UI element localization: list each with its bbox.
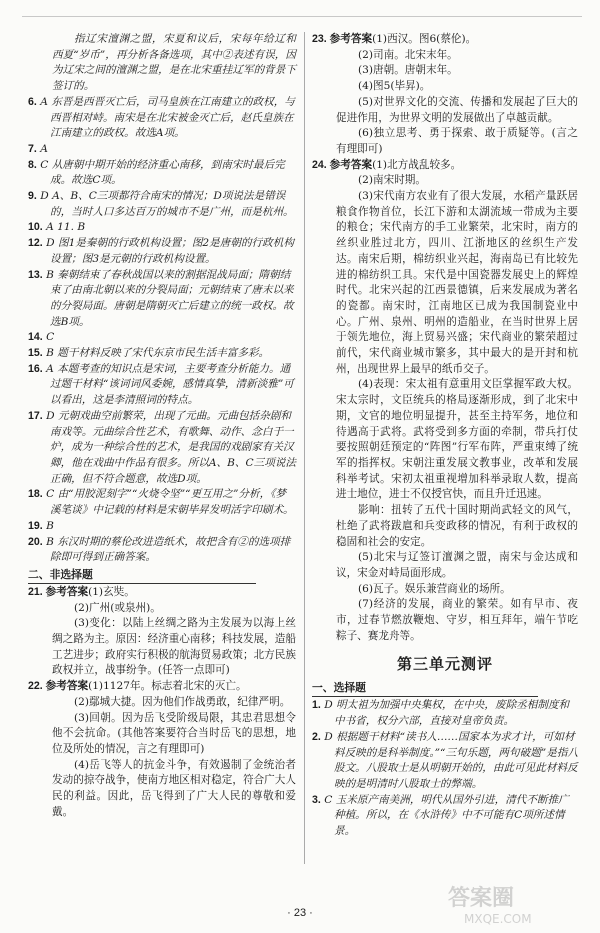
answer-line <box>28 679 296 695</box>
question-number: 23. <box>312 33 327 45</box>
answer-line: (4)图5(毕昇)。 <box>358 80 431 93</box>
answer-text: A 本题考查的知识点是宋词，主要考查分析能力。通过题干材料“该词词风委婉，感情真挚，清新淡雅”可以看出，这是李清照词的特点。 <box>46 362 294 407</box>
answer-number: 3. <box>312 793 321 806</box>
answer-line: (5)对世界文化的交流、传播和发展起了巨大的促进作用，为世界文明的发展做出了卓越贡献。 <box>336 95 578 124</box>
answer-item <box>312 793 578 840</box>
answer-text: (1)1127年。标志着北宋的灭亡。 <box>88 680 247 693</box>
answer-line: (4)表现：宋太祖有意重用文臣掌握军政大权。宋太宗时，文臣统兵的格局逐渐形成，到了北宋中期，文官的地位明显提升，甚至主持军务，地位和待遇高于武将。武将受到多方面的牵制，带兵打仗要按照朝廷预定的“阵图”行军布阵，严重束缚了统军的指挥权。宋朝注重发展文教事业，改革和发展科举考试。宋初太祖重视增加科举录取人数，提高进士地位，进士不仅授官快，而且升迁迅速。 <box>336 378 578 501</box>
answer-item <box>28 535 296 566</box>
svg-text:MXQE.COM: MXQE.COM <box>464 912 532 926</box>
answer-item <box>28 268 296 331</box>
answer-text: B 题干材料反映了宋代东京市民生活丰富多彩。 <box>46 347 270 360</box>
answer-number: 19. <box>28 519 43 532</box>
answer-line: (2)南宋时期。 <box>358 174 426 187</box>
unit-title: 第三单元测评 <box>396 656 493 674</box>
answer-line: 影响：扭转了五代十国时期尚武轻文的风气，杜绝了武将跋扈和兵变政移的情况，有利于政权的稳固和社会的安定。 <box>336 504 578 548</box>
answer-line <box>312 158 578 174</box>
answer-item <box>28 346 296 362</box>
answer-number: 1. <box>312 699 321 712</box>
header-rule <box>22 16 582 17</box>
answer-number: 10. <box>28 221 43 234</box>
answer-text: A <box>40 142 48 155</box>
answer-text: D 图1是秦朝的行政机构设置；图2是唐朝的行政机构设置；图3是元朝的行政机构设置。 <box>46 237 294 265</box>
answer-item <box>312 730 578 793</box>
answer-text: (1)北方战乱较多。 <box>372 158 462 171</box>
section-heading: 二、非选择题 <box>28 567 256 584</box>
answer-text: C 玉米原产南美洲，明代从国外引进，清代不断推广种植。所以，在《水浒传》中不可能有C项所述情景。 <box>324 793 569 838</box>
answer-line: (3)唐朝。唐朝末年。 <box>358 64 458 77</box>
answer-text: D 根据题干材料“读书人……国家本为求才计，可如材料反映的是科举制度。”“三句乐题，两句破题”是指八股文。八股取士是从明朝开始的，由此可见此材料反映的是明清时八股取士的弊端。 <box>324 730 579 790</box>
answer-line: (6)独立思考、勇于探索、敢于质疑等。(言之有理即可) <box>336 127 578 155</box>
answer-item <box>28 362 296 409</box>
answer-number: 8. <box>28 158 37 171</box>
answer-text: (1)西汉。图6(蔡伦)。 <box>372 33 477 45</box>
answer-item <box>28 409 296 488</box>
answer-text: C <box>46 331 55 344</box>
answer-item <box>28 95 296 142</box>
answer-text: D 明太祖为加强中央集权，在中央，废除丞相制度和中书省，权分六部，直接对皇帝负责。 <box>324 699 570 728</box>
left-column <box>28 32 296 820</box>
answer-item <box>28 158 296 189</box>
answer-text: B <box>46 519 54 532</box>
answer-text: B 秦朝结束了春秋战国以来的割据混战局面；隋朝结束了由南北朝以来的分裂局面；元朝结束了唐末以来的分裂局面。唐朝是隋朝灭亡后建立的统一政权。故选B项。 <box>46 268 294 328</box>
answer-line: (3)宋代南方农业有了很大发展，水稻产量跃居粮食作物首位，长江下游和太湖流域一带成为主要的粮仓；宋代南方的手工业繁荣，北宋时，南方的丝织业胜过北方，四川、江浙地区的丝织生产发达。南宋后期，棉纺织业兴起，海南岛已有比较先进的棉纺织工具。宋代是中国瓷器发展史上的辉煌时代。北宋兴起的江西景德镇，后来发展成为著名的瓷都。南宋时，江南地区已成为我国制瓷业中心。广州、泉州、明州的造船业，在当时世界上居于领先地位，海上贸易兴盛；宋代商业的繁荣超过前代，宋代商业城市繁多，其中最大的是开封和杭州，出现世界上最早的纸币交子。 <box>336 190 578 375</box>
answer-label: 参考答案 <box>42 680 89 693</box>
answer-item <box>28 330 296 346</box>
question-number: 22. <box>28 680 43 693</box>
answer-item <box>28 487 296 518</box>
answer-text: C 由“用胶泥刻字”“火烧令坚”“更互用之”分析，《梦溪笔谈》中记载的材料是宋朝毕昇发明活字印刷术。 <box>46 488 294 517</box>
answer-line: (7)经济的发展，商业的繁荣。如有早市、夜市，过春节燃放鞭炮、守岁，相互拜年，端午节吃粽子、赛龙舟等。 <box>336 598 578 642</box>
question-number: 24. <box>312 158 327 171</box>
answer-number: 7. <box>28 142 37 155</box>
answer-item <box>28 220 296 236</box>
answer-line: (3)回朝。因为岳飞受阶级局限，其忠君思想令他不会抗命。(其他答案要符合当时岳飞的思想，地位及所处的情况，言之有理即可) <box>52 711 296 755</box>
answer-number: 9. <box>28 190 37 203</box>
answer-line: (2)广州(或泉州)。 <box>74 601 161 614</box>
answer-line: (5)北宋与辽签订澶渊之盟，南宋与金达成和议，宋金对峙局面形成。 <box>336 551 578 579</box>
answer-text: D A、B、C三项都符合南宋的情况；D项说法是错误的，当时人口多达百万的城市不是广州，而是杭州。 <box>40 190 294 218</box>
answer-number: 13. <box>28 268 43 281</box>
answer-number: 17. <box>28 409 43 422</box>
answer-number: 14. <box>28 331 43 344</box>
answer-item <box>28 519 296 535</box>
answer-line: (4)岳飞等人的抗金斗争，有效遏制了金统治者发动的掠夺战争，使南方地区相对稳定，符合广大人民的利益。因此，岳飞得到了广大人民的尊敬和爱戴。 <box>52 758 296 818</box>
answer-number: 20. <box>28 535 43 548</box>
answer-line: (2)司南。北宋末年。 <box>358 48 458 61</box>
answer-text: B 东汉时期的蔡伦改进造纸术，故把含有②的选项排除即可得到正确答案。 <box>46 535 291 564</box>
answer-text: (1)玄奘。 <box>88 585 135 598</box>
section-heading: 一、选择题 <box>312 680 538 697</box>
answer-item <box>312 698 578 729</box>
answer-text: C 从唐朝中期开始的经济重心南移，到南宋时最后完成。故选C项。 <box>40 158 285 187</box>
answer-line <box>28 585 296 601</box>
answer-line <box>312 32 578 48</box>
answer-item <box>28 236 296 267</box>
right-column <box>312 32 578 840</box>
answer-number: 6. <box>28 95 37 108</box>
answer-text: A 东晋是西晋灭亡后，司马皇族在江南建立的政权，与西晋相对峙。南宋是在北宋被金灭亡后，赵氏皇族在江南建立的政权。故选A项。 <box>40 95 295 140</box>
answer-number: 2. <box>312 730 321 743</box>
answer-label: 参考答案 <box>42 585 89 598</box>
answer-number: 12. <box>28 237 43 250</box>
answer-number: 18. <box>28 488 43 501</box>
answer-number: 16. <box>28 362 43 375</box>
answer-text: A 11. B <box>46 221 86 234</box>
continued-paragraph: 指辽宋澶渊之盟，宋夏和议后，宋每年给辽和西夏“岁币”，再分析各备选项，其中②表述有误，因为辽宋之间的澶渊之盟，是在北宋重挂辽军的背景下签订的。 <box>52 33 296 93</box>
answer-item <box>28 142 296 158</box>
answer-number: 15. <box>28 347 43 360</box>
answer-label: 参考答案 <box>326 33 373 45</box>
svg-text:答案圈: 答案圈 <box>448 886 515 911</box>
watermark-logo-icon <box>444 877 594 927</box>
answer-line: (6)瓦子。娱乐兼营商业的场所。 <box>358 582 511 595</box>
column-divider <box>304 32 305 864</box>
page-number: · 23 · <box>287 907 313 919</box>
question-number: 21. <box>28 585 43 598</box>
answer-line: (2)鄢城大捷。因为他们作战勇敢，纪律严明。 <box>74 695 291 708</box>
answer-label: 参考答案 <box>326 158 373 171</box>
answer-line: (3)变化：以陆上丝绸之路为主发展为以海上丝绸之路为主。原因：经济重心南移；科技发展，造船工艺进步；政府实行积极的航海贸易政策；北方民族政权并立，战事纷争。(任答一点即可) <box>52 617 296 677</box>
answer-item <box>28 189 296 220</box>
answer-text: D 元朝戏曲空前繁荣，出现了元曲。元曲包括杂剧和南戏等。元曲综合性艺术，有歌舞、动作、念白于一炉，成为一种综合性的艺术，是我国的戏剧家有关汉卿，他在戏曲中作品有很多。所以A、B、C三项说法正确，但不符合题意，故选D项。 <box>46 409 297 485</box>
